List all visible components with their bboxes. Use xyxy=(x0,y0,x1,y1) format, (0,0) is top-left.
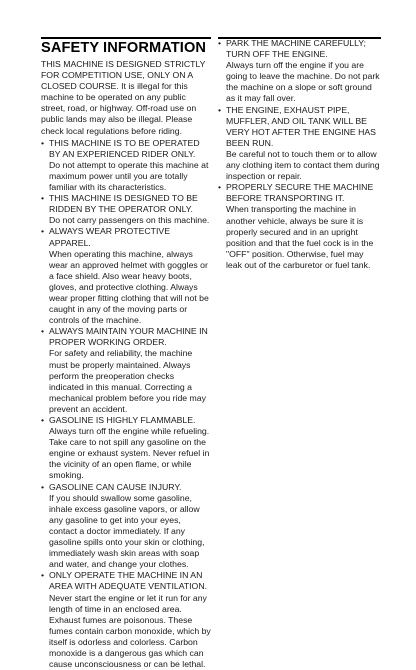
safety-item-heading: GASOLINE IS HIGHLY FLAMMABLE. xyxy=(49,415,211,426)
bullet-icon: • xyxy=(41,415,44,426)
safety-item xyxy=(218,38,381,105)
bullet-icon: • xyxy=(218,38,221,49)
safety-item-heading: ONLY OPERATE THE MACHINE IN AN AREA WITH ADEQUATE VENTILATION. xyxy=(49,570,211,592)
bullet-icon: • xyxy=(218,105,221,116)
safety-item xyxy=(41,415,211,482)
right-column xyxy=(218,38,381,271)
safety-item-heading: ALWAYS MAINTAIN YOUR MACHINE IN PROPER WORKING ORDER. xyxy=(49,326,211,348)
bullet-icon: • xyxy=(41,482,44,493)
safety-item-text: Always turn off the engine while refueling. Take care to not spill any gasoline on the engine or exhaust system. Never refuel in the vicinity of an open flame, or while smoking. xyxy=(49,426,211,481)
left-column xyxy=(41,37,211,670)
intro-paragraph: THIS MACHINE IS DESIGNED STRICTLY FOR COMPETITION USE, ONLY ON A CLOSED COURSE. It is illegal for this machine to be operated on any public street, road, or highway. Off-road use on public lands may also be illegal. Please check local regulations before riding. xyxy=(41,59,211,137)
safety-item xyxy=(41,326,211,415)
safety-item-heading: THIS MACHINE IS DESIGNED TO BE RIDDEN BY THE OPERATOR ONLY. xyxy=(49,193,211,215)
safety-item-heading: THIS MACHINE IS TO BE OPERATED BY AN EXPERIENCED RIDER ONLY. xyxy=(49,138,211,160)
safety-item-heading: THE ENGINE, EXHAUST PIPE, MUFFLER, AND OIL TANK WILL BE VERY HOT AFTER THE ENGINE HAS BEEN RUN. xyxy=(226,105,381,149)
safety-item-text: When operating this machine, always wear an approved helmet with goggles or a face shield. Also wear heavy boots, gloves, and protective clothing. Always wear proper fitting clothing that will not be caught in any of the moving parts or controls of the machine. xyxy=(49,249,211,327)
safety-item xyxy=(41,226,211,326)
safety-item-text: Always turn off the engine if you are going to leave the machine. Do not park the machine on a slope or soft ground as it may fall over. xyxy=(226,60,381,104)
bullet-icon: • xyxy=(218,182,221,193)
safety-item-heading: ALWAYS WEAR PROTECTIVE APPAREL. xyxy=(49,226,211,248)
safety-item xyxy=(218,182,381,271)
safety-item xyxy=(218,105,381,183)
bullet-icon: • xyxy=(41,193,44,204)
safety-item-text: When transporting the machine in another vehicle, always be sure it is properly secured and in an upright position and that the fuel cock is in the "OFF" position. Otherwise, fuel may leak out of the carburetor or fuel tank. xyxy=(226,204,381,271)
safety-item-heading: GASOLINE CAN CAUSE INJURY. xyxy=(49,482,211,493)
bullet-icon: • xyxy=(41,226,44,237)
safety-item xyxy=(41,138,211,193)
safety-item-text: If you should swallow some gasoline, inhale excess gasoline vapors, or allow any gasoline to get into your eyes, contact a doctor immediately. If any gasoline spills onto your skin or clothing, immediately wash skin areas with soap and water, and change your clothes. xyxy=(49,493,211,571)
safety-item-text: Do not carry passengers on this machine. xyxy=(49,215,211,226)
safety-item-text: Never start the engine or let it run for any length of time in an enclosed area. Exhaust fumes are poisonous. These fumes contain carbon monoxide, which by itself is odorless and colorless. Carbon monoxide is a dangerous gas which can cause unconsciousness or can be lethal. xyxy=(49,593,211,670)
safety-item-heading: PARK THE MACHINE CAREFULLY; TURN OFF THE ENGINE. xyxy=(226,38,381,60)
bullet-icon: • xyxy=(41,570,44,581)
page-title: SAFETY INFORMATION xyxy=(41,40,211,57)
safety-item xyxy=(41,570,211,670)
bullet-icon: • xyxy=(41,326,44,337)
safety-item-heading: PROPERLY SECURE THE MACHINE BEFORE TRANSPORTING IT. xyxy=(226,182,381,204)
bullet-icon: • xyxy=(41,138,44,149)
safety-item xyxy=(41,482,211,571)
safety-item-text: For safety and reliability, the machine must be properly maintained. Always perform the preoperation checks indicated in this manual. Correcting a mechanical problem before you ride may prevent an accident. xyxy=(49,348,211,415)
safety-item-text: Do not attempt to operate this machine at maximum power until you are totally familiar with its characteristics. xyxy=(49,160,211,193)
safety-item xyxy=(41,193,211,226)
safety-item-text: Be careful not to touch them or to allow any clothing item to contact them during inspection or repair. xyxy=(226,149,381,182)
